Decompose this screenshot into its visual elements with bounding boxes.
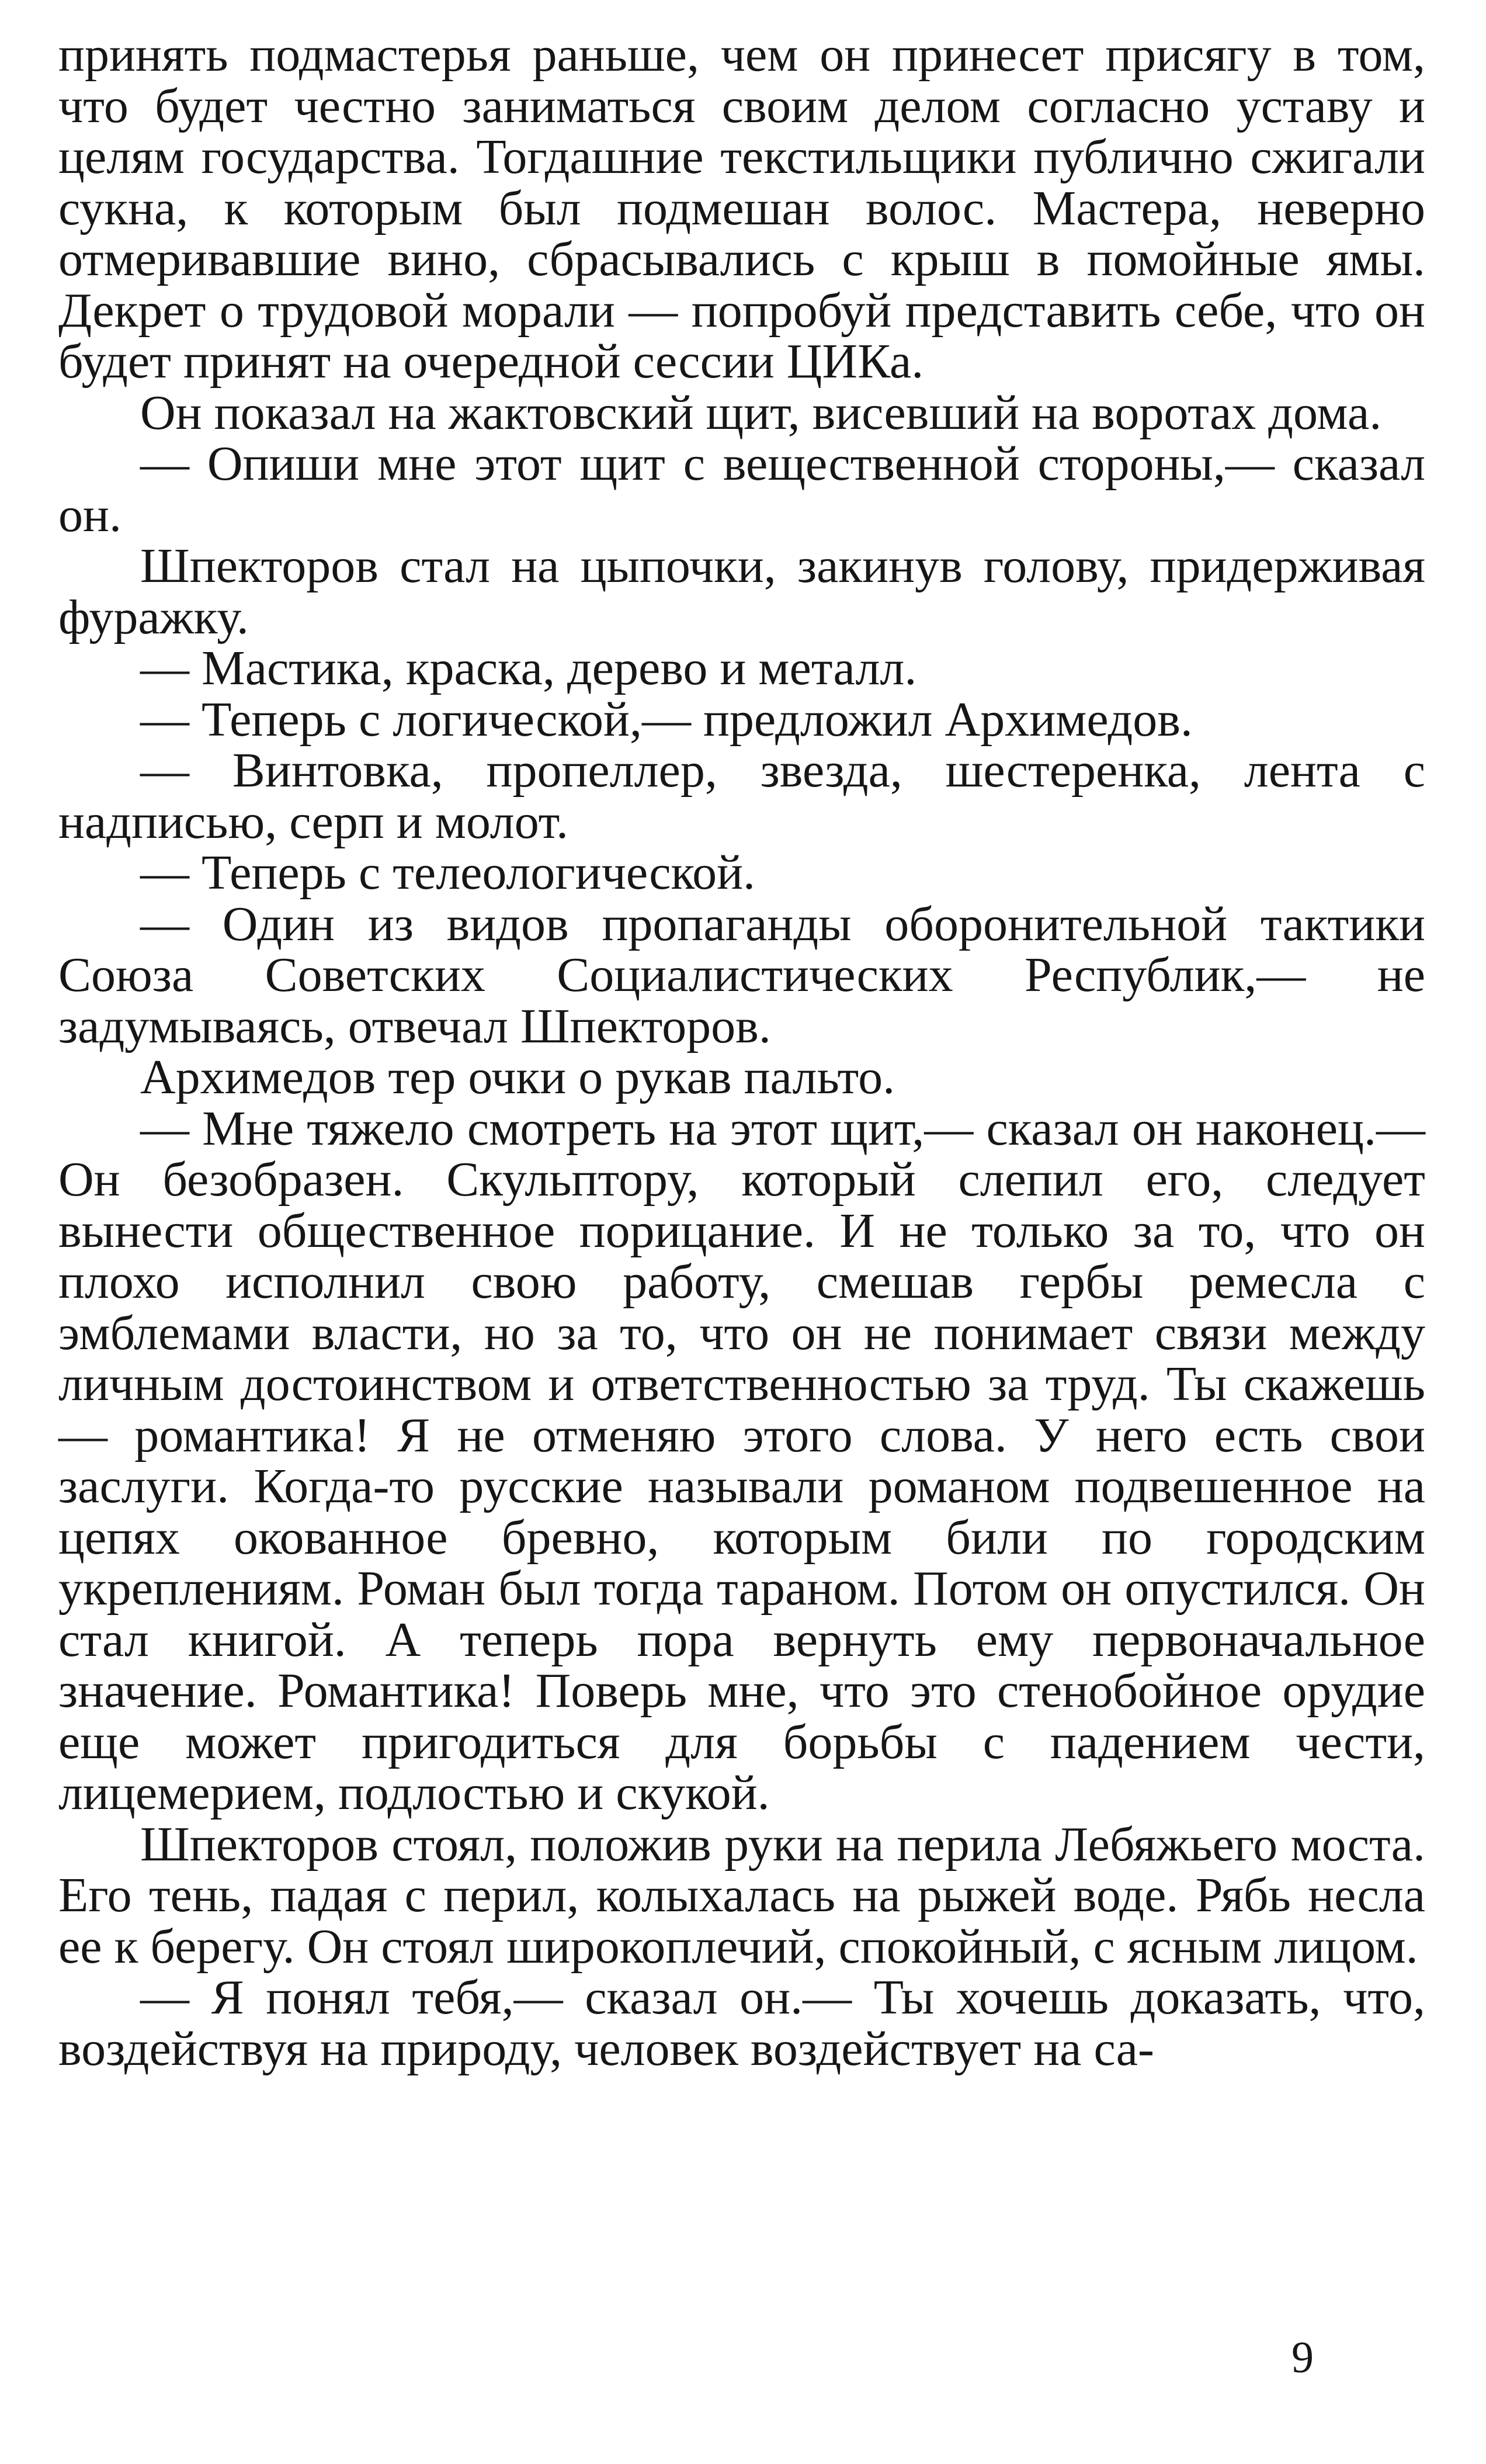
paragraph-13: — Я понял тебя,— сказал он.— Ты хочешь доказать, что, воздействуя на природу, человек воздействует на са- bbox=[58, 1970, 1425, 2076]
paragraph-12: Шпекторов стоял, положив руки на перила Лебяжьего моста. Его тень, падая с перил, колыхалась на рыжей воде. Рябь несла ее к берегу. Он стоял широкоплечий, спокойный, с ясным лицом. bbox=[58, 1817, 1425, 1974]
paragraph-7: — Винтовка, пропеллер, звезда, шестеренка, лента с надписью, серп и молот. bbox=[58, 743, 1425, 849]
paragraph-11: — Мне тяжело смотреть на этот щит,— сказал он наконец.— Он безобразен. Скульптору, который слепил его, следует вынести общественное порицание. И не только за то, что он плохо исполнил свою работу, смешав гербы ремесла с эмблемами власти, но за то, что он не понимает связи между личным достоинством и ответственностью за труд. Ты скажешь — романтика! Я не отменяю этого слова. У него есть свои заслуги. Когда-то русские называли романом подвешенное на цепях окованное бревно, которым били по городским укреплениям. Роман был тогда тараном. Потом он опустился. Он стал книгой. А теперь пора вернуть ему первоначальное значение. Романтика! Поверь мне, что это стенобойное орудие еще может пригодиться для борьбы с падением чести, лицемерием, подлостью и скукой. bbox=[58, 1101, 1425, 1820]
paragraph-4: Шпекторов стал на цыпочки, закинув голову, придерживая фуражку. bbox=[58, 539, 1425, 644]
paragraph-9: — Один из видов пропаганды оборонительной тактики Союза Советских Социалистических Республик,— не задумываясь, отвечал Шпекторов. bbox=[58, 896, 1425, 1053]
paragraph-3: — Опиши мне этот щит с вещественной стороны,— сказал он. bbox=[58, 436, 1425, 542]
paragraph-6: — Теперь с логической,— предложил Архимедов. bbox=[140, 692, 1193, 747]
paragraph-8: — Теперь с телеологической. bbox=[140, 845, 756, 900]
paragraph-2: Он показал на жактовский щит, висевший на воротах дома. bbox=[140, 385, 1382, 440]
paragraph-10: Архимедов тер очки о рукав пальто. bbox=[140, 1050, 895, 1104]
page-number: 9 bbox=[1291, 2333, 1314, 2382]
page-text bbox=[58, 29, 1425, 2074]
paragraph-1: принять подмастерья раньше, чем он принесет присягу в том, что будет честно заниматься своим делом согласно уставу и целям государства. Тогдашние текстильщики публично сжигали сукна, к которым был подмешан волос. Мастера, неверно отмеривавшие вино, сбрасывались с крыш в помойные ямы. Декрет о трудовой морали — попробуй представить себе, что он будет принят на очередной сессии ЦИКа. bbox=[58, 27, 1425, 389]
paragraph-5: — Мастика, краска, дерево и металл. bbox=[140, 641, 917, 695]
